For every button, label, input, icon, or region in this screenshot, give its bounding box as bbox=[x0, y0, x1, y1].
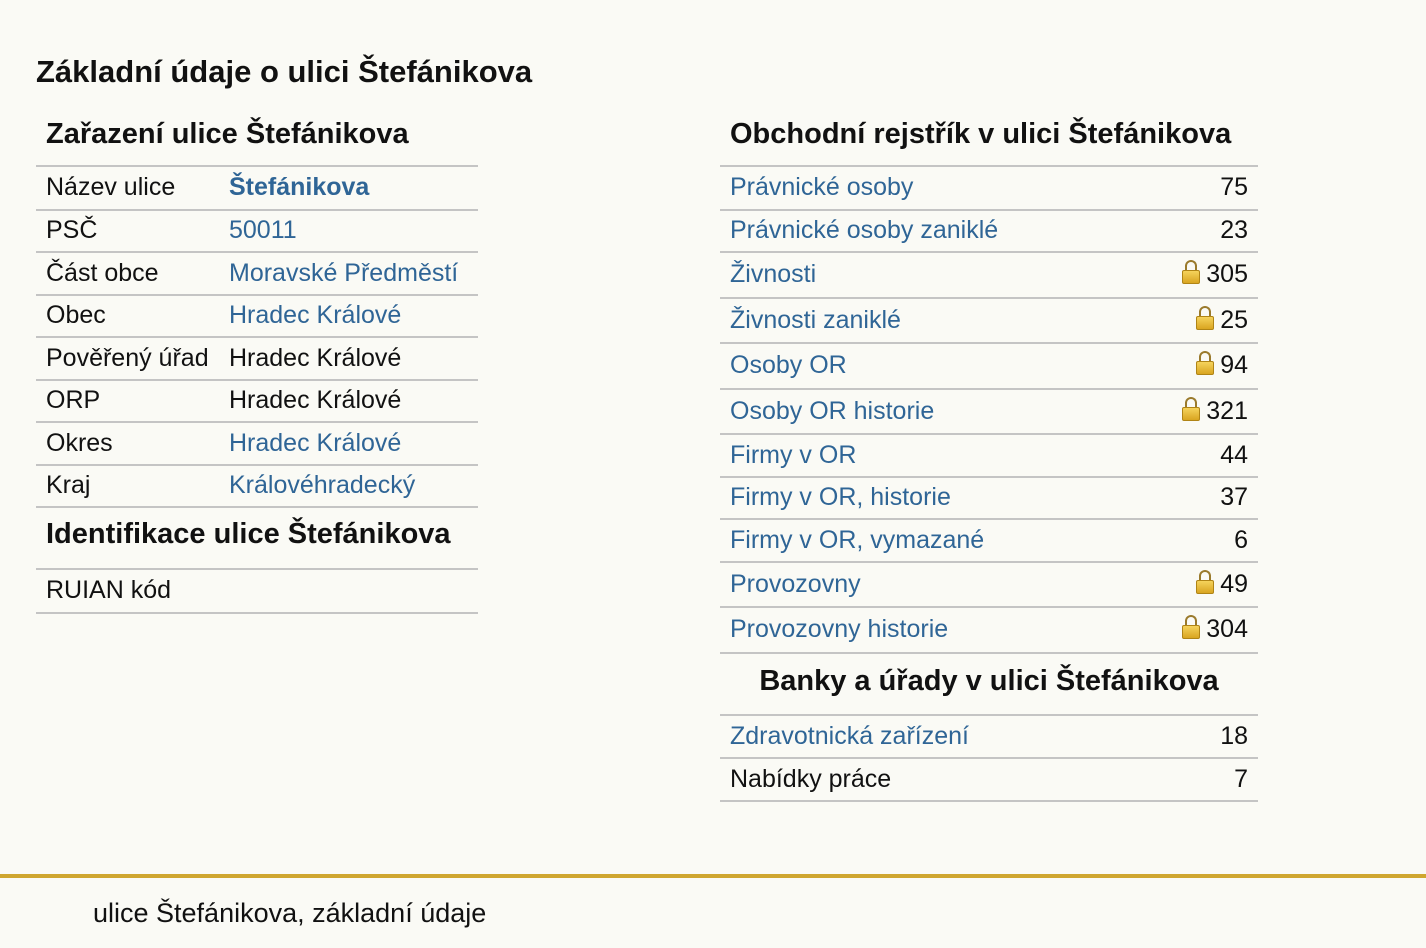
count-value: 7 bbox=[1138, 758, 1258, 801]
row-label: Pověřený úřad bbox=[36, 337, 219, 380]
table-row bbox=[720, 389, 1258, 435]
table-row bbox=[36, 465, 478, 508]
table-row bbox=[36, 380, 478, 423]
table-row bbox=[720, 519, 1258, 562]
row-label: RUIAN kód bbox=[36, 570, 219, 613]
row-label: Název ulice bbox=[36, 167, 219, 210]
table-row bbox=[720, 298, 1258, 344]
count-value: 37 bbox=[1138, 477, 1258, 520]
zdravotnicka-zarizeni-link[interactable]: Zdravotnická zařízení bbox=[730, 721, 969, 750]
table-row bbox=[720, 434, 1258, 477]
lock-icon[interactable] bbox=[1182, 397, 1200, 421]
firmy-v-or-historie-link[interactable]: Firmy v OR, historie bbox=[730, 483, 951, 512]
lock-icon[interactable] bbox=[1196, 570, 1214, 594]
count-value: 49 bbox=[1220, 569, 1248, 598]
pravnicke-osoby-zanikle-link[interactable]: Právnické osoby zaniklé bbox=[730, 216, 999, 245]
table-row bbox=[720, 343, 1258, 389]
pravnicke-osoby-link[interactable]: Právnické osoby bbox=[730, 173, 914, 202]
provozovny-link[interactable]: Provozovny bbox=[730, 569, 861, 598]
table-row bbox=[720, 210, 1258, 253]
povereny-urad-value: Hradec Králové bbox=[219, 337, 478, 380]
cast-obce-link[interactable]: Moravské Předměstí bbox=[229, 258, 459, 287]
osoby-or-historie-link[interactable]: Osoby OR historie bbox=[730, 396, 935, 425]
table-row bbox=[36, 422, 478, 465]
street-name-link[interactable]: Štefánikova bbox=[229, 173, 370, 202]
banky-table bbox=[720, 716, 1258, 802]
table-row bbox=[36, 167, 478, 210]
identifikace-table bbox=[36, 570, 478, 614]
zarazeni-table bbox=[36, 167, 478, 508]
row-label: ORP bbox=[36, 380, 219, 423]
count-value: 23 bbox=[1138, 210, 1258, 253]
count-value: 321 bbox=[1206, 396, 1248, 425]
lock-icon[interactable] bbox=[1182, 615, 1200, 639]
provozovny-historie-link[interactable]: Provozovny historie bbox=[730, 615, 949, 644]
okres-link[interactable]: Hradec Králové bbox=[229, 428, 402, 457]
identifikace-heading: Identifikace ulice Štefánikova bbox=[36, 508, 478, 570]
obchodni-table bbox=[720, 167, 1258, 654]
zivnosti-link[interactable]: Živnosti bbox=[730, 260, 817, 289]
table-row bbox=[720, 607, 1258, 653]
firmy-v-or-link[interactable]: Firmy v OR bbox=[730, 440, 857, 469]
table-row bbox=[36, 252, 478, 295]
table-row bbox=[36, 570, 478, 613]
kraj-link[interactable]: Královéhradecký bbox=[229, 471, 416, 500]
right-panel bbox=[720, 110, 1258, 802]
page-title: Základní údaje o ulici Štefánikova bbox=[36, 54, 533, 89]
lock-icon[interactable] bbox=[1196, 351, 1214, 375]
count-value: 6 bbox=[1138, 519, 1258, 562]
nabidky-prace-label: Nabídky práce bbox=[720, 758, 1138, 801]
table-row bbox=[720, 716, 1258, 759]
table-row bbox=[36, 295, 478, 338]
firmy-v-or-vymazane-link[interactable]: Firmy v OR, vymazané bbox=[730, 525, 985, 554]
obchodni-heading: Obchodní rejstřík v ulici Štefánikova bbox=[720, 110, 1258, 167]
count-value: 94 bbox=[1220, 351, 1248, 380]
count-value: 305 bbox=[1206, 260, 1248, 289]
banky-heading: Banky a úřady v ulici Štefánikova bbox=[720, 654, 1258, 716]
orp-value: Hradec Králové bbox=[219, 380, 478, 423]
zarazeni-heading: Zařazení ulice Štefánikova bbox=[36, 110, 478, 167]
osoby-or-link[interactable]: Osoby OR bbox=[730, 351, 847, 380]
left-panel bbox=[36, 110, 478, 614]
row-label: PSČ bbox=[36, 210, 219, 253]
count-value: 44 bbox=[1138, 434, 1258, 477]
footer-divider bbox=[0, 874, 1426, 878]
table-row bbox=[720, 477, 1258, 520]
zivnosti-zanikle-link[interactable]: Živnosti zaniklé bbox=[730, 305, 901, 334]
lock-icon[interactable] bbox=[1182, 260, 1200, 284]
table-row bbox=[720, 758, 1258, 801]
count-value: 25 bbox=[1220, 305, 1248, 334]
lock-icon[interactable] bbox=[1196, 306, 1214, 330]
count-value: 18 bbox=[1138, 716, 1258, 759]
table-row bbox=[720, 562, 1258, 608]
psc-link[interactable]: 50011 bbox=[229, 216, 297, 245]
footer-text: ulice Štefánikova, základní údaje bbox=[93, 898, 487, 928]
count-value: 75 bbox=[1138, 167, 1258, 210]
row-label: Kraj bbox=[36, 465, 219, 508]
table-row bbox=[36, 337, 478, 380]
row-label: Okres bbox=[36, 422, 219, 465]
row-label: Obec bbox=[36, 295, 219, 338]
ruian-value bbox=[219, 570, 478, 613]
obec-link[interactable]: Hradec Králové bbox=[229, 301, 402, 330]
count-value: 304 bbox=[1206, 615, 1248, 644]
row-label: Část obce bbox=[36, 252, 219, 295]
table-row bbox=[720, 252, 1258, 298]
table-row bbox=[720, 167, 1258, 210]
table-row bbox=[36, 210, 478, 253]
